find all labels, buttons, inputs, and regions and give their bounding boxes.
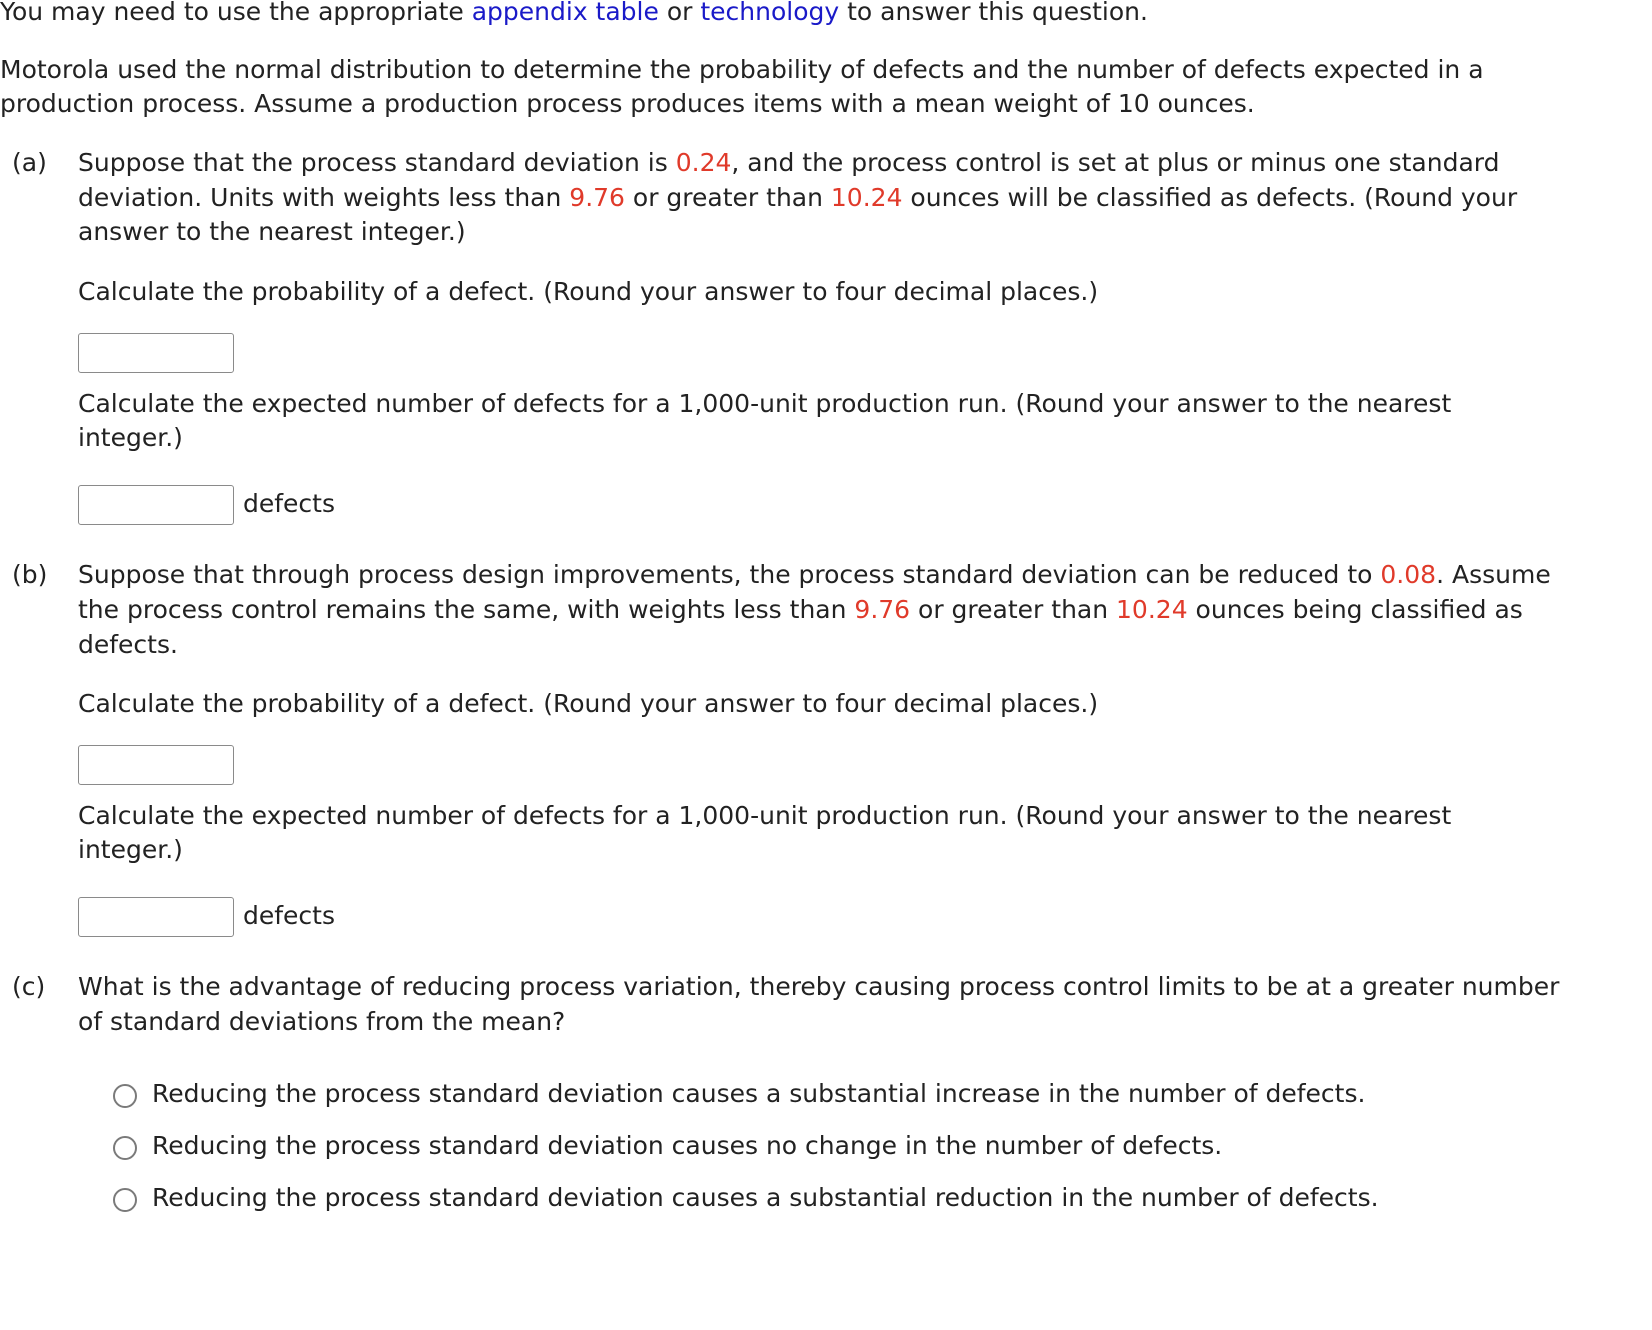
part-c-option-3-label[interactable]: Reducing the process standard deviation causes a substantial reduction in the number of defects. bbox=[152, 1183, 1379, 1212]
part-a-question-defects-line-1: Calculate the expected number of defects for a 1,000-unit production run. (Round your answer to the nearest bbox=[78, 389, 1452, 418]
part-c-text-line-2: of standard deviations from the mean? bbox=[78, 1007, 566, 1036]
part-b-text-line-3: defects. bbox=[78, 630, 178, 659]
part-b-label: (b) bbox=[12, 560, 48, 589]
part-b-defects-unit: defects bbox=[243, 901, 336, 930]
part-a-question-probability: Calculate the probability of a defect. (Round your answer to four decimal places.) bbox=[78, 277, 1099, 306]
part-a-std-dev: 0.24 bbox=[675, 148, 732, 177]
part-a-text-line-2: deviation. Units with weights less than 9.76 or greater than 10.24 ounces will be classified as defects. (Round your bbox=[78, 183, 1518, 212]
part-c-option-1-radio[interactable] bbox=[113, 1084, 137, 1108]
problem-statement-line-1: Motorola used the normal distribution to determine the probability of defects and the number of defects expected in a bbox=[0, 55, 1484, 84]
part-b-probability-input[interactable] bbox=[78, 745, 234, 785]
technology-link[interactable]: technology bbox=[700, 0, 840, 26]
part-a-upper-limit: 10.24 bbox=[830, 183, 903, 212]
part-c-option-2-radio[interactable] bbox=[113, 1136, 137, 1160]
part-a-probability-input[interactable] bbox=[78, 333, 234, 373]
part-c-option-3-radio[interactable] bbox=[113, 1188, 137, 1212]
appendix-table-link[interactable]: appendix table bbox=[471, 0, 659, 26]
part-b-question-defects-line-2: integer.) bbox=[78, 835, 183, 864]
problem-statement-line-2: production process. Assume a production process produces items with a mean weight of 10 ounces. bbox=[0, 89, 1255, 118]
part-a-text-line-1: Suppose that the process standard deviation is 0.24, and the process control is set at plus or minus one standard bbox=[78, 148, 1500, 177]
part-a-question-defects-line-2: integer.) bbox=[78, 423, 183, 452]
part-a-defects-input[interactable] bbox=[78, 485, 234, 525]
instruction-line: You may need to use the appropriate appendix table or technology to answer this question. bbox=[0, 0, 1148, 30]
part-b-std-dev: 0.08 bbox=[1380, 560, 1437, 589]
part-c-option-1-label[interactable]: Reducing the process standard deviation causes a substantial increase in the number of defects. bbox=[152, 1079, 1366, 1108]
part-c-option-2-label[interactable]: Reducing the process standard deviation causes no change in the number of defects. bbox=[152, 1131, 1223, 1160]
part-b-question-defects-line-1: Calculate the expected number of defects for a 1,000-unit production run. (Round your answer to the nearest bbox=[78, 801, 1452, 830]
part-a-label: (a) bbox=[12, 148, 47, 177]
part-a-defects-unit: defects bbox=[243, 489, 336, 518]
part-b-question-probability: Calculate the probability of a defect. (Round your answer to four decimal places.) bbox=[78, 689, 1099, 718]
part-b-lower-limit: 9.76 bbox=[854, 595, 911, 624]
part-b-defects-input[interactable] bbox=[78, 897, 234, 937]
part-a-lower-limit: 9.76 bbox=[569, 183, 625, 212]
part-b-upper-limit: 10.24 bbox=[1116, 595, 1188, 624]
part-a-text-line-3: answer to the nearest integer.) bbox=[78, 217, 466, 246]
part-b-text-line-1: Suppose that through process design improvements, the process standard deviation can be reduced to 0.08. Assume bbox=[78, 560, 1551, 589]
part-c-label: (c) bbox=[12, 972, 46, 1001]
part-b-text-line-2: the process control remains the same, with weights less than 9.76 or greater than 10.24 ounces being classified as bbox=[78, 595, 1523, 624]
part-c-text-line-1: What is the advantage of reducing process variation, thereby causing process control limits to be at a greater number bbox=[78, 972, 1560, 1001]
